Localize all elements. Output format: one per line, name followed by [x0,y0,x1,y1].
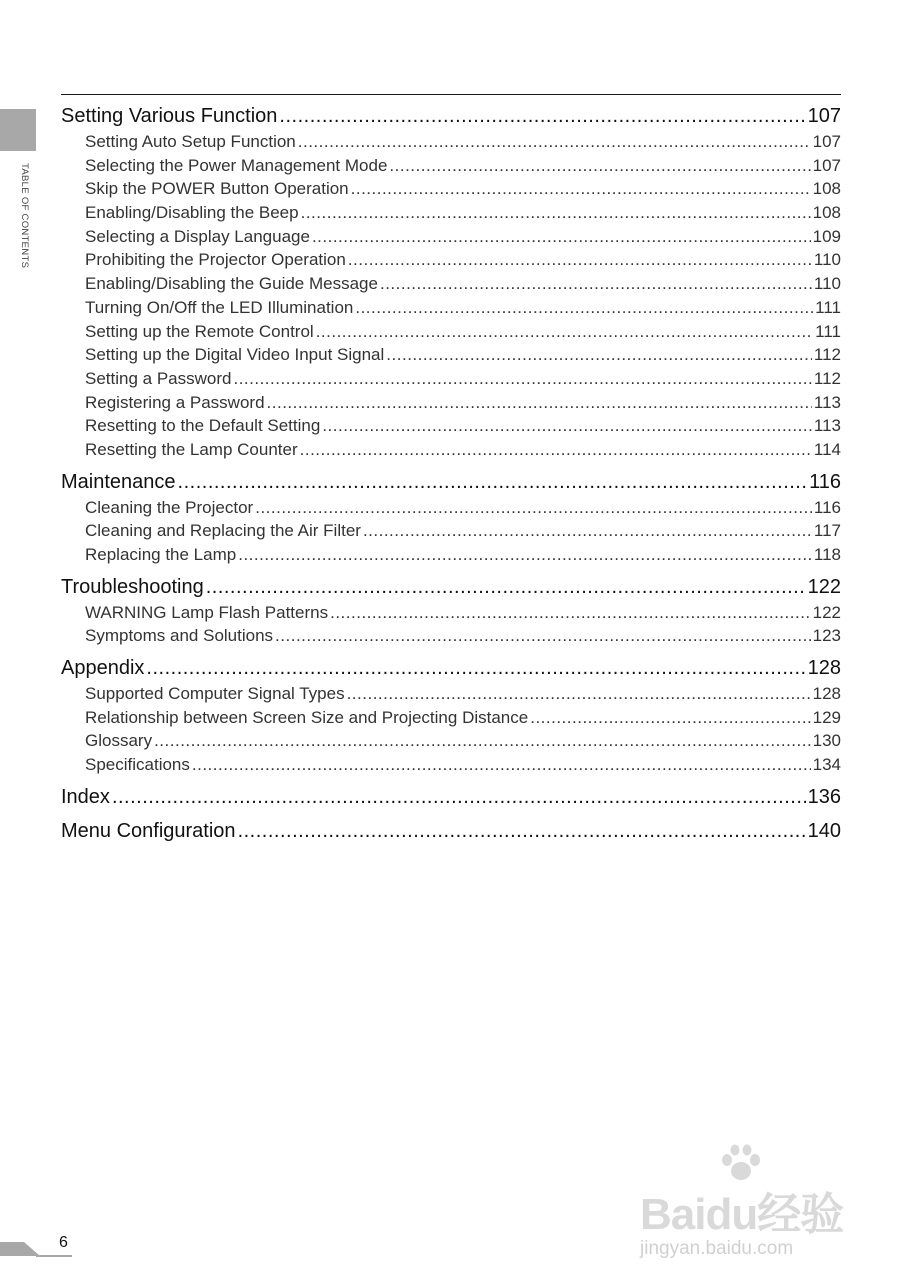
dot-leader [275,624,811,648]
toc-sub-entry[interactable] [61,248,841,272]
toc-sub-entry[interactable] [61,367,841,391]
dot-leader [363,519,812,543]
toc-section [61,103,841,462]
toc-sub-entry[interactable] [61,414,841,438]
dot-leader [238,818,806,845]
entry-page-number: 123 [812,626,841,646]
dot-leader [380,272,812,296]
dot-leader [255,496,812,520]
dot-leader [389,154,810,178]
entry-title: Resetting to the Default Setting [85,416,321,436]
entry-page-number: 130 [812,731,841,751]
entry-page-number: 140 [807,819,841,842]
dot-leader [206,574,806,601]
entry-title: Specifications [85,755,190,775]
entry-page-number: 122 [812,602,841,622]
entry-page-number: 108 [812,179,841,199]
entry-title: Enabling/Disabling the Guide Message [85,274,378,294]
entry-title: Selecting a Display Language [85,226,310,246]
dot-leader [312,225,811,249]
entry-title: Enabling/Disabling the Beep [85,203,299,223]
dot-leader [316,320,813,344]
entry-title: Cleaning the Projector [85,497,254,517]
watermark-logo: Baidu经验 [640,1190,844,1239]
entry-page-number: 112 [813,345,841,365]
toc-sub-entry[interactable] [61,519,841,543]
toc-sub-entry[interactable] [61,706,841,730]
dot-leader [238,543,812,567]
entry-page-number: 129 [812,707,841,727]
entry-page-number: 113 [813,416,841,436]
toc-sub-entry[interactable] [61,391,841,415]
dot-leader [347,682,811,706]
dot-leader [154,729,811,753]
dot-leader [178,469,808,496]
dot-leader [530,706,810,730]
entry-page-number: 107 [812,132,841,151]
dot-leader [301,201,811,225]
dot-leader [322,414,812,438]
toc-sub-entry[interactable] [61,320,841,344]
toc-sub-entry[interactable] [61,272,841,296]
entry-title: Setting a Password [85,368,232,388]
entry-title: Maintenance [61,470,176,493]
watermark-url: jingyan.baidu.com [640,1238,794,1259]
entry-page-number: 128 [807,657,841,680]
toc-main-entry[interactable] [61,784,841,811]
toc-sub-entry[interactable] [61,177,841,201]
toc-sub-entry[interactable] [61,154,841,178]
entry-page-number: 107 [812,155,841,175]
header-rule [61,94,841,95]
toc-main-entry[interactable] [61,574,841,601]
toc-section [61,784,841,811]
entry-title: Setting up the Digital Video Input Signal [85,345,385,365]
dot-leader [267,391,812,415]
entry-page-number: 134 [812,755,841,775]
dot-leader [279,103,805,130]
toc-sub-entry[interactable] [61,729,841,753]
entry-title: Setting up the Remote Control [85,321,314,341]
toc-sub-entry[interactable] [61,438,841,462]
entry-title: Cleaning and Replacing the Air Filter [85,521,361,541]
page-number: 6 [59,1234,68,1251]
footer-rule [36,1255,72,1257]
footer-tab-marker [0,1242,40,1256]
entry-title: Appendix [61,657,145,680]
toc-sub-entry[interactable] [61,201,841,225]
entry-title: Setting Auto Setup Function [85,132,296,151]
entry-page-number: 118 [813,545,841,564]
entry-title: WARNING Lamp Flash Patterns [85,602,329,622]
toc-main-entry[interactable] [61,818,841,845]
toc-section [61,574,841,648]
toc-main-entry[interactable] [61,655,841,682]
entry-title: Symptoms and Solutions [85,626,274,646]
entry-title: Skip the POWER Button Operation [85,179,349,199]
toc-sub-entry[interactable] [61,296,841,320]
dot-leader [298,130,811,154]
toc-main-entry[interactable] [61,103,841,130]
entry-title: Menu Configuration [61,819,236,842]
entry-title: Index [61,785,110,808]
entry-title: Registering a Password [85,392,265,412]
dot-leader [330,601,811,625]
toc-section [61,655,841,777]
side-label: TABLE OF CONTENTS [19,163,30,269]
toc-sub-entry[interactable] [61,343,841,367]
entry-page-number: 116 [809,470,841,493]
toc-sub-entry[interactable] [61,130,841,154]
paw-icon [718,1144,764,1184]
entry-page-number: 108 [812,203,841,223]
dot-leader [348,248,812,272]
toc-sub-entry[interactable] [61,496,841,520]
entry-page-number: 113 [813,392,841,412]
watermark [640,1150,855,1259]
entry-title: Turning On/Off the LED Illumination [85,297,354,317]
entry-page-number: 109 [812,226,841,246]
toc-sub-entry[interactable] [61,601,841,625]
entry-page-number: 128 [812,684,841,704]
entry-page-number: 111 [815,321,841,341]
entry-title: Replacing the Lamp [85,545,237,564]
entry-page-number: 117 [813,521,841,541]
dot-leader [300,438,812,462]
entry-title: Troubleshooting [61,575,204,598]
entry-title: Resetting the Lamp Counter [85,439,298,459]
dot-leader [233,367,811,391]
entry-page-number: 111 [815,297,841,317]
dot-leader [386,343,812,367]
dot-leader [192,753,811,777]
toc-main-entry[interactable] [61,469,841,496]
toc-sub-entry[interactable] [61,543,841,567]
entry-title: Selecting the Power Management Mode [85,155,388,175]
entry-page-number: 110 [813,274,841,294]
entry-page-number: 114 [813,439,841,459]
entry-page-number: 112 [813,368,841,388]
toc-sub-entry[interactable] [61,225,841,249]
entry-title: Glossary [85,731,153,751]
entry-page-number: 107 [807,105,841,127]
toc-section [61,818,841,845]
entry-title: Supported Computer Signal Types [85,684,345,704]
dot-leader [146,655,805,682]
entry-title: Relationship between Screen Size and Projecting Distance [85,707,529,727]
dot-leader [112,784,806,811]
entry-title: Setting Various Function [61,105,278,127]
entry-page-number: 116 [813,497,841,517]
entry-page-number: 110 [813,250,841,270]
dot-leader [355,296,813,320]
entry-page-number: 122 [807,575,841,598]
entry-page-number: 136 [807,785,841,808]
toc-section [61,469,841,567]
toc-sub-entry[interactable] [61,624,841,648]
table-of-contents [61,103,841,852]
entry-title: Prohibiting the Projector Operation [85,250,346,270]
dot-leader [351,177,811,201]
toc-sub-entry[interactable] [61,682,841,706]
toc-sub-entry[interactable] [61,753,841,777]
section-tab-marker [0,109,36,151]
